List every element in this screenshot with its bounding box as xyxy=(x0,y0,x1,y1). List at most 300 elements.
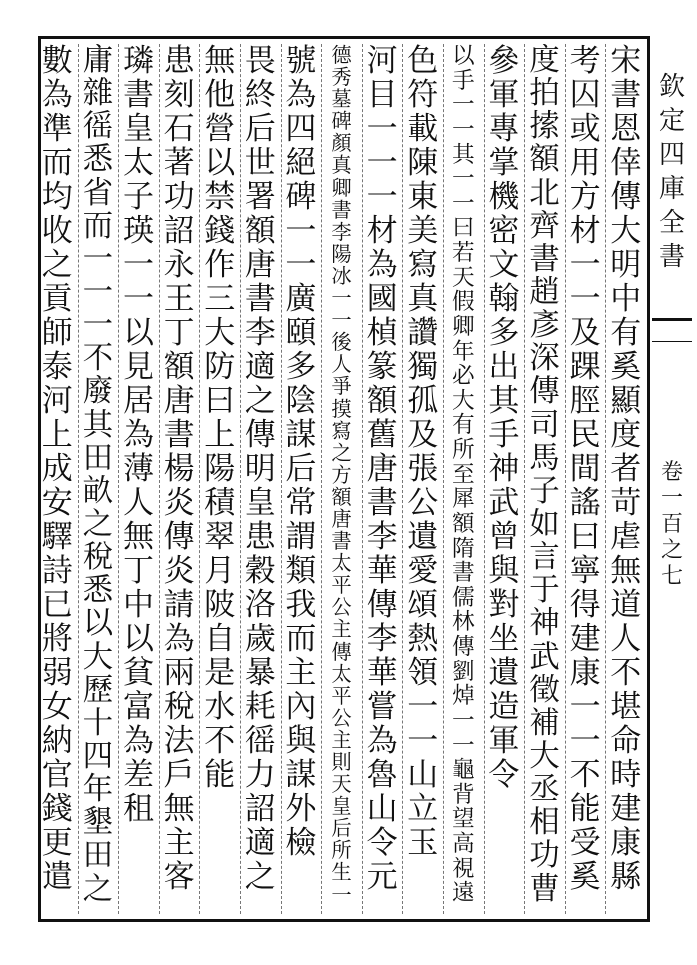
text-char: 功 xyxy=(163,179,195,215)
text-char: 書 xyxy=(610,77,642,113)
text-char: 唐 xyxy=(331,506,352,531)
text-char: 彥 xyxy=(529,308,560,344)
text-char: 遺 xyxy=(488,655,520,691)
text-char: 方 xyxy=(569,179,601,215)
text-char: 望 xyxy=(451,806,475,833)
text-char: 文 xyxy=(488,247,520,283)
text-char: 或 xyxy=(569,111,601,147)
text-char: 真 xyxy=(407,281,439,317)
text-char: 色 xyxy=(407,44,439,79)
text-char: 而 xyxy=(82,208,114,244)
column-rule xyxy=(565,44,566,914)
text-char: 一 xyxy=(569,281,601,317)
text-char: 一 xyxy=(366,145,398,181)
text-char: 後 xyxy=(331,330,352,355)
text-char: 頤 xyxy=(285,315,317,351)
text-char: 者 xyxy=(610,451,642,487)
text-char: 有 xyxy=(610,315,642,351)
text-char: 令 xyxy=(488,757,520,793)
text-char: 秀 xyxy=(331,65,352,90)
text-char: 大 xyxy=(451,387,475,414)
volume-char: 百 xyxy=(660,512,683,537)
text-char: 年 xyxy=(451,338,475,365)
text-char: 奚 xyxy=(569,859,601,895)
text-char: 無 xyxy=(204,44,236,79)
text-char: 𢱢 xyxy=(529,109,560,145)
text-char: 公 xyxy=(331,595,352,620)
text-char: 一 xyxy=(407,723,439,759)
text-char: 錢 xyxy=(41,791,73,827)
text-char: 力 xyxy=(244,757,276,793)
text-char: 為 xyxy=(366,723,398,759)
column-rule xyxy=(240,44,241,914)
text-char: 李 xyxy=(331,219,352,244)
text-char: 河 xyxy=(41,383,73,419)
text-char: 材 xyxy=(366,213,398,249)
text-char: 能 xyxy=(204,757,236,793)
text-char: 顯 xyxy=(610,383,642,419)
text-char: 終 xyxy=(244,77,276,113)
text-char: 東 xyxy=(407,179,439,215)
column-rule xyxy=(281,44,282,914)
text-char: 大 xyxy=(204,315,236,351)
text-column xyxy=(240,44,281,914)
text-char: 孤 xyxy=(407,383,439,419)
text-char: 天 xyxy=(331,772,352,797)
title-char: 庫 xyxy=(658,174,685,204)
text-char: 爭 xyxy=(331,374,352,399)
text-char: 為 xyxy=(122,417,154,453)
text-char: 馬 xyxy=(529,440,560,476)
text-char: 多 xyxy=(488,315,520,351)
column-rule xyxy=(443,44,444,914)
column-rule xyxy=(118,44,119,914)
column-rule xyxy=(321,44,322,914)
text-char: 相 xyxy=(529,805,560,841)
text-char: 謠 xyxy=(569,485,601,521)
text-column xyxy=(565,44,606,914)
text-char: 上 xyxy=(204,417,236,453)
text-char: 能 xyxy=(569,791,601,827)
text-char: 焯 xyxy=(451,683,475,710)
text-char: 摸 xyxy=(331,396,352,421)
text-char: 視 xyxy=(451,855,475,882)
text-char: 以 xyxy=(451,44,475,69)
text-char: 而 xyxy=(41,145,73,181)
text-char: 手 xyxy=(488,417,520,453)
text-char: 儒 xyxy=(451,584,475,611)
title-char: 欽 xyxy=(658,72,685,102)
text-char: 四 xyxy=(82,738,114,774)
text-char: 稅 xyxy=(82,540,114,576)
text-char: 平 xyxy=(331,573,352,598)
text-char: 詔 xyxy=(163,213,195,249)
text-char: 張 xyxy=(407,451,439,487)
text-char: 雜 xyxy=(82,76,114,112)
text-char: 我 xyxy=(285,587,317,623)
text-char: 舊 xyxy=(366,417,398,453)
text-char: 所 xyxy=(331,838,352,863)
column-rule xyxy=(402,44,403,914)
text-char: 囚 xyxy=(569,77,601,113)
text-char: 公 xyxy=(331,705,352,730)
text-char: 傳 xyxy=(331,639,352,664)
text-char: 見 xyxy=(122,349,154,385)
text-char: 軍 xyxy=(488,77,520,113)
text-column xyxy=(321,44,362,914)
text-char: 陰 xyxy=(285,383,317,419)
text-char: 畝 xyxy=(82,473,114,509)
text-char: 卿 xyxy=(331,175,352,200)
text-char: 稅 xyxy=(163,689,195,725)
text-char: 書 xyxy=(451,560,475,587)
text-char: 一 xyxy=(366,179,398,215)
text-char: 王 xyxy=(163,281,195,317)
text-char: 陽 xyxy=(331,241,352,266)
text-char: 自 xyxy=(204,621,236,657)
text-char: 為 xyxy=(163,621,195,657)
text-char: 機 xyxy=(488,179,520,215)
text-char: 子 xyxy=(529,473,560,509)
text-char: 河 xyxy=(366,44,398,79)
text-char: 水 xyxy=(204,689,236,725)
text-char: 之 xyxy=(41,247,73,283)
text-column xyxy=(281,44,322,914)
text-column xyxy=(524,44,565,914)
text-char: 差 xyxy=(122,757,154,793)
text-char: 遠 xyxy=(451,880,475,907)
text-char: 主 xyxy=(163,825,195,861)
text-char: 龜 xyxy=(451,757,475,784)
text-char: 著 xyxy=(163,145,195,181)
text-char: 謀 xyxy=(285,757,317,793)
text-char: 為 xyxy=(122,723,154,759)
text-char: 之 xyxy=(82,506,114,542)
text-char: 書 xyxy=(331,197,352,222)
text-char: 田 xyxy=(82,440,114,476)
text-char: 一 xyxy=(451,732,475,759)
text-char: 一 xyxy=(451,116,475,143)
text-char: 曹 xyxy=(529,871,560,907)
text-column xyxy=(443,44,484,914)
text-char: 以 xyxy=(122,315,154,351)
text-char: 道 xyxy=(610,587,642,623)
text-char: 劉 xyxy=(451,658,475,685)
text-char: 一 xyxy=(407,689,439,725)
text-char: 耗 xyxy=(244,689,276,725)
text-char: 無 xyxy=(122,519,154,555)
text-char: 書 xyxy=(529,241,560,277)
text-char: 不 xyxy=(82,341,114,377)
text-char: 篆 xyxy=(366,349,398,385)
text-char: 準 xyxy=(41,111,73,147)
text-char: 真 xyxy=(331,153,352,178)
text-char: 后 xyxy=(331,816,352,841)
text-char: 隋 xyxy=(451,535,475,562)
text-char: 弱 xyxy=(41,655,73,691)
text-char: 一 xyxy=(331,308,352,333)
text-char: 德 xyxy=(331,44,352,67)
text-char: 背 xyxy=(451,781,475,808)
text-char: 李 xyxy=(366,621,398,657)
text-char: 令 xyxy=(366,825,398,861)
text-char: 三 xyxy=(204,281,236,317)
text-char: 及 xyxy=(569,315,601,351)
text-char: 武 xyxy=(529,639,560,675)
text-char: 倖 xyxy=(610,145,642,181)
volume-char: 七 xyxy=(660,564,683,589)
text-char: 愛 xyxy=(407,553,439,589)
text-char: 謀 xyxy=(285,417,317,453)
text-char: 若 xyxy=(451,240,475,266)
text-char: 適 xyxy=(244,349,276,385)
volume-char: 一 xyxy=(660,486,683,511)
text-char: 平 xyxy=(331,683,352,708)
text-char: 一 xyxy=(451,92,475,119)
text-char: 立 xyxy=(407,791,439,827)
text-char: 以 xyxy=(122,621,154,657)
text-char: 曰 xyxy=(204,383,236,419)
text-char: 絕 xyxy=(285,145,317,181)
text-char: 額 xyxy=(529,142,560,178)
text-char: 數 xyxy=(41,44,73,79)
text-char: 寫 xyxy=(331,418,352,443)
text-char: 恩 xyxy=(610,111,642,147)
text-char: 一 xyxy=(82,308,114,344)
text-char: 歲 xyxy=(244,621,276,657)
text-char: 一 xyxy=(451,707,475,734)
text-char: 炎 xyxy=(163,553,195,589)
text-char: 以 xyxy=(82,606,114,642)
text-char: 之 xyxy=(244,859,276,895)
text-char: 一 xyxy=(122,247,154,283)
text-char: 徭 xyxy=(82,109,114,145)
text-char: 明 xyxy=(244,451,276,487)
text-char: 其 xyxy=(488,383,520,419)
text-char: 大 xyxy=(529,738,560,774)
text-char: 額 xyxy=(366,383,398,419)
text-char: 積 xyxy=(204,485,236,521)
text-char: 李 xyxy=(366,519,398,555)
text-char: 功 xyxy=(529,838,560,874)
title-char: 四 xyxy=(658,140,685,170)
title-char: 全 xyxy=(658,208,685,238)
text-char: 華 xyxy=(366,655,398,691)
text-char: 假 xyxy=(451,289,475,316)
text-char: 熱 xyxy=(407,621,439,657)
text-char: 皇 xyxy=(331,794,352,819)
text-char: 考 xyxy=(569,44,601,79)
text-char: 人 xyxy=(331,352,352,377)
text-char: 官 xyxy=(41,757,73,793)
text-char: 顏 xyxy=(331,131,352,156)
text-column xyxy=(118,44,159,914)
text-char: 中 xyxy=(610,281,642,317)
column-rule xyxy=(484,44,485,914)
text-char: 外 xyxy=(285,791,317,827)
text-char: 租 xyxy=(122,791,154,827)
text-char: 泰 xyxy=(41,349,73,385)
text-char: 檢 xyxy=(285,825,317,861)
text-char: 營 xyxy=(204,111,236,147)
text-char: 省 xyxy=(82,175,114,211)
text-char: 后 xyxy=(285,451,317,487)
text-char: 密 xyxy=(488,213,520,249)
title-char: 定 xyxy=(658,106,685,136)
text-char: 堪 xyxy=(610,689,642,725)
side-margin xyxy=(652,40,692,920)
text-char: 一 xyxy=(285,213,317,249)
text-char: 造 xyxy=(488,689,520,725)
text-column xyxy=(199,44,240,914)
text-char: 書 xyxy=(331,529,352,554)
text-char: 上 xyxy=(41,417,73,453)
text-char: 謂 xyxy=(285,519,317,555)
text-char: 武 xyxy=(488,485,520,521)
text-char: 詩 xyxy=(41,553,73,589)
text-char: 專 xyxy=(488,111,520,147)
text-char: 參 xyxy=(488,44,520,79)
text-char: 宋 xyxy=(610,44,642,79)
text-char: 一 xyxy=(331,286,352,311)
text-char: 玉 xyxy=(407,825,439,861)
text-char: 得 xyxy=(569,587,601,623)
text-char: 李 xyxy=(244,315,276,351)
text-char: 踝 xyxy=(569,349,601,385)
text-char: 四 xyxy=(285,111,317,147)
volume-label xyxy=(652,460,692,590)
text-char: 北 xyxy=(529,175,560,211)
text-char: 國 xyxy=(366,281,398,317)
text-char: 之 xyxy=(82,871,114,907)
text-char: 中 xyxy=(122,587,154,623)
text-char: 禁 xyxy=(204,179,236,215)
text-char: 太 xyxy=(122,145,154,181)
text-char: 犀 xyxy=(451,486,475,513)
text-char: 作 xyxy=(204,247,236,283)
text-char: 貢 xyxy=(41,281,73,317)
text-char: 類 xyxy=(285,553,317,589)
text-char: 法 xyxy=(163,723,195,759)
text-char: 建 xyxy=(610,791,642,827)
text-char: 不 xyxy=(569,757,601,793)
text-char: 富 xyxy=(122,689,154,725)
text-char: 大 xyxy=(610,213,642,249)
text-char: 皇 xyxy=(122,111,154,147)
text-char: 刻 xyxy=(163,77,195,113)
text-column xyxy=(37,44,78,914)
text-char: 言 xyxy=(529,540,560,576)
text-char: 一 xyxy=(122,281,154,317)
text-char: 一 xyxy=(569,689,601,725)
text-char: 無 xyxy=(610,553,642,589)
text-char: 間 xyxy=(569,451,601,487)
text-char: 與 xyxy=(285,723,317,759)
text-char: 請 xyxy=(163,587,195,623)
text-char: 患 xyxy=(163,44,195,79)
text-char: 墓 xyxy=(331,87,352,112)
text-char: 額 xyxy=(451,510,475,537)
text-char: 讚 xyxy=(407,315,439,351)
text-char: 他 xyxy=(204,77,236,113)
text-char: 將 xyxy=(41,621,73,657)
volume-char: 卷 xyxy=(660,460,683,485)
text-char: 詔 xyxy=(244,791,276,827)
text-char: 墾 xyxy=(82,805,114,841)
text-char: 額 xyxy=(331,484,352,509)
text-char: 遺 xyxy=(407,519,439,555)
text-char: 一 xyxy=(569,247,601,283)
text-char: 貧 xyxy=(122,655,154,691)
text-char: 明 xyxy=(610,247,642,283)
text-char: 縣 xyxy=(610,859,642,895)
text-char: 一 xyxy=(451,166,475,193)
text-char: 出 xyxy=(488,349,520,385)
text-char: 陂 xyxy=(204,587,236,623)
text-char: 錢 xyxy=(204,213,236,249)
text-char: 丁 xyxy=(122,553,154,589)
text-char: 戶 xyxy=(163,757,195,793)
text-char: 主 xyxy=(285,655,317,691)
text-char: 與 xyxy=(488,553,520,589)
text-char: 洛 xyxy=(244,587,276,623)
text-char: 薄 xyxy=(122,451,154,487)
text-char: 方 xyxy=(331,462,352,487)
text-char: 璘 xyxy=(122,44,154,79)
text-char: 翠 xyxy=(204,519,236,555)
volume-char: 之 xyxy=(660,538,683,563)
text-char: 補 xyxy=(529,705,560,741)
text-char: 防 xyxy=(204,349,236,385)
text-char: 傳 xyxy=(529,374,560,410)
text-char: 一 xyxy=(451,190,475,217)
text-char: 一 xyxy=(569,723,601,759)
text-char: 而 xyxy=(285,621,317,657)
text-char: 齊 xyxy=(529,208,560,244)
text-char: 卿 xyxy=(451,313,475,340)
column-rule xyxy=(524,44,525,914)
text-char: 書 xyxy=(244,281,276,317)
text-char: 患 xyxy=(244,519,276,555)
text-char: 收 xyxy=(41,213,73,249)
fold-mark xyxy=(652,318,692,342)
text-char: 必 xyxy=(451,363,475,390)
text-char: 傳 xyxy=(163,519,195,555)
text-char: 書 xyxy=(122,77,154,113)
column-rule xyxy=(159,44,160,914)
text-char: 奚 xyxy=(610,349,642,385)
text-char: 建 xyxy=(569,621,601,657)
text-char: 冰 xyxy=(331,263,352,288)
text-char: 脛 xyxy=(569,383,601,419)
text-char: 載 xyxy=(407,111,439,147)
text-char: 丞 xyxy=(529,772,560,808)
text-char: 時 xyxy=(610,757,642,793)
text-char: 碑 xyxy=(331,109,352,134)
text-char: 書 xyxy=(366,485,398,521)
column-rule xyxy=(605,44,606,914)
text-char: 內 xyxy=(285,689,317,725)
text-char: 世 xyxy=(244,145,276,181)
text-char: 子 xyxy=(122,179,154,215)
text-char: 一 xyxy=(82,241,114,277)
text-char: 如 xyxy=(529,506,560,542)
text-char: 石 xyxy=(163,111,195,147)
text-char: 之 xyxy=(331,440,352,465)
text-char: 翰 xyxy=(488,281,520,317)
text-char: 無 xyxy=(163,791,195,827)
text-char: 領 xyxy=(407,655,439,691)
